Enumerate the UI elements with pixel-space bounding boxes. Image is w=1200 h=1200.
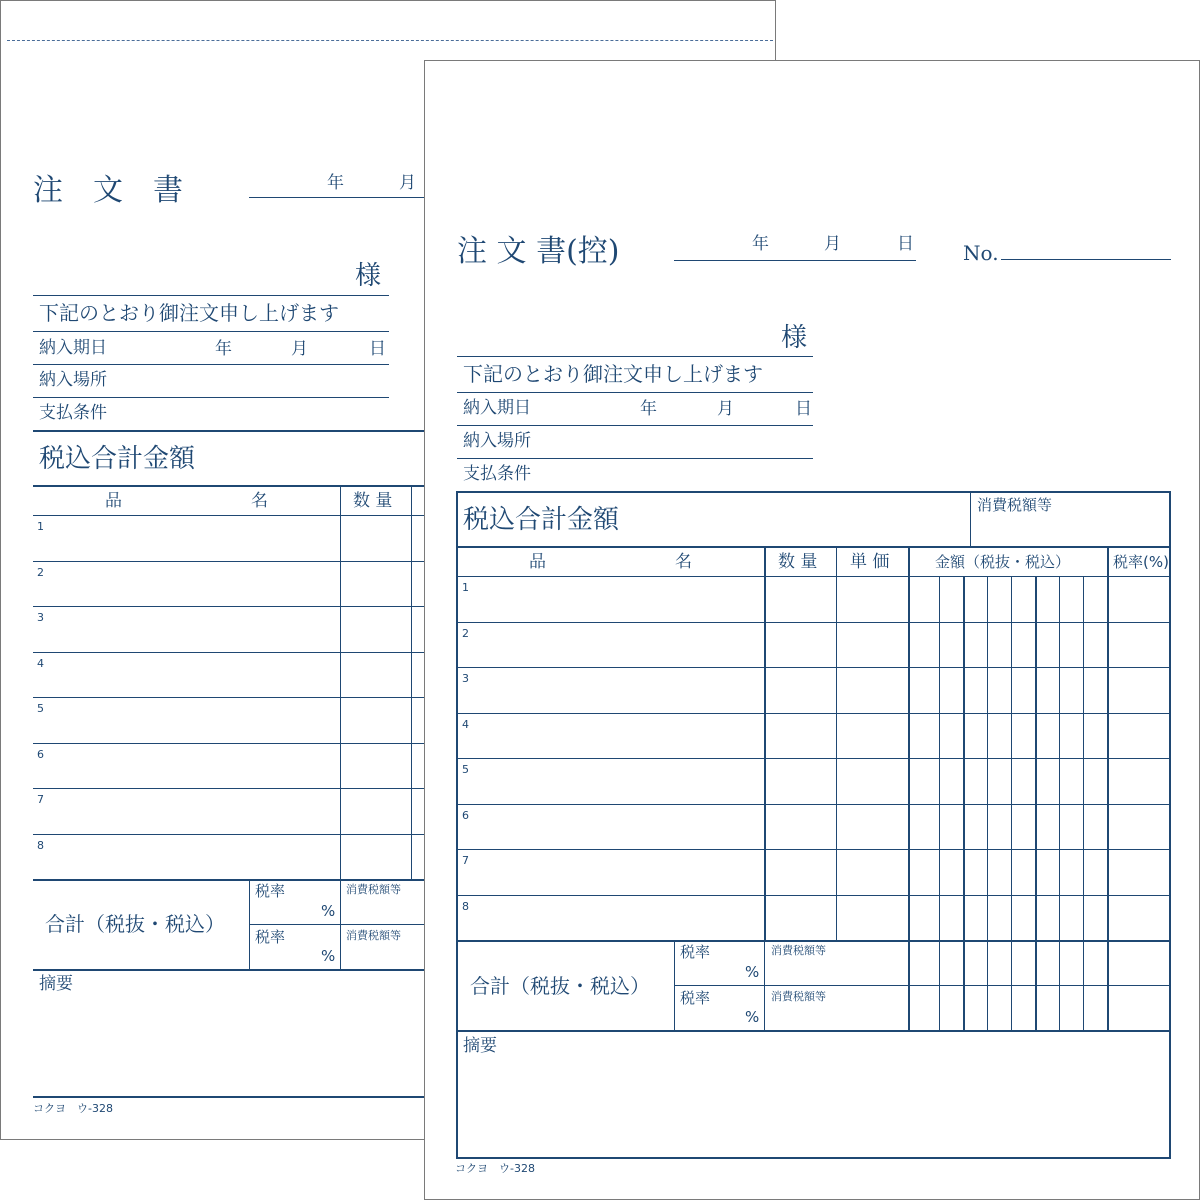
remarks-label: 摘要: [39, 974, 73, 994]
col-divider: [340, 486, 341, 970]
percent-sign: %: [321, 947, 336, 965]
consumption-tax-label: 消費税額等: [771, 990, 826, 1003]
rule: [457, 1030, 1170, 1032]
col-name: 名: [251, 491, 268, 511]
rule: [457, 425, 813, 426]
form-title: 注 文 書: [33, 173, 183, 208]
number-underline: [1001, 259, 1171, 260]
col-divider: [1107, 547, 1109, 1030]
payment-terms-label: 支払条件: [463, 464, 531, 484]
tax-rate-label: 税率: [255, 882, 286, 900]
delivery-date-label: 納入期日: [463, 398, 531, 418]
row-number: 3: [37, 611, 44, 624]
rule: [457, 622, 1170, 623]
year-label: 年: [752, 234, 769, 254]
footer-code: コクヨ ウ-328: [33, 1102, 113, 1115]
rule: [457, 667, 1170, 668]
sama-label: 様: [355, 261, 382, 291]
perforation-line: [7, 40, 773, 41]
day-label: 日: [897, 234, 914, 254]
tax-rate-label: 税率: [255, 928, 286, 946]
rule: [33, 331, 389, 332]
col-amount: 金額（税抜・税込）: [935, 553, 1071, 571]
rule: [457, 576, 1170, 577]
tax-rate-label: 税率: [680, 989, 711, 1007]
intro-text: 下記のとおり御注文申し上げます: [39, 301, 339, 325]
date-underline: [249, 197, 429, 198]
day-label: 日: [369, 339, 386, 359]
row-number: 2: [37, 566, 44, 579]
col-tax-rate: 税率(%): [1113, 553, 1169, 571]
delivery-place-label: 納入場所: [39, 370, 107, 390]
order-table-frame: [456, 491, 1171, 1159]
col-divider: [411, 486, 412, 880]
col-divider: [908, 547, 910, 1030]
tax-included-total-label: 税込合計金額: [463, 505, 620, 535]
col-unit-price: 単 価: [850, 552, 890, 572]
rule: [457, 546, 1170, 548]
rule: [674, 985, 1170, 986]
row-number: 2: [462, 627, 469, 640]
col-quantity: 数 量: [353, 491, 393, 511]
row-number: 4: [37, 657, 44, 670]
row-number: 8: [462, 900, 469, 913]
rule: [457, 713, 1170, 714]
year-label: 年: [215, 339, 232, 359]
month-label: 月: [824, 234, 841, 254]
rule: [457, 849, 1170, 850]
payment-terms-label: 支払条件: [39, 403, 107, 423]
number-label: No.: [963, 241, 999, 265]
month-label: 月: [399, 173, 416, 193]
month-label: 月: [717, 399, 734, 419]
date-underline: [674, 260, 916, 261]
tax-included-total-label: 税込合計金額: [39, 444, 196, 474]
form-title-copy: 注 文 書(控): [457, 234, 620, 269]
rule: [457, 458, 813, 459]
row-number: 5: [462, 763, 469, 776]
total-label: 合計（税抜・税込）: [470, 974, 650, 998]
row-number: 7: [462, 854, 469, 867]
rule: [33, 397, 389, 398]
row-number: 5: [37, 702, 44, 715]
total-label: 合計（税抜・税込）: [45, 912, 225, 936]
rule: [457, 895, 1170, 896]
year-label: 年: [327, 173, 344, 193]
consumption-tax-label: 消費税額等: [346, 929, 401, 942]
row-number: 3: [462, 672, 469, 685]
col-divider: [764, 547, 766, 941]
month-label: 月: [291, 339, 308, 359]
percent-sign: %: [321, 902, 336, 920]
rule: [33, 364, 389, 365]
row-number: 1: [462, 581, 469, 594]
percent-sign: %: [745, 963, 760, 981]
rule: [457, 356, 813, 357]
consumption-tax-label: 消費税額等: [346, 883, 401, 896]
row-number: 8: [37, 839, 44, 852]
intro-text: 下記のとおり御注文申し上げます: [463, 362, 763, 386]
sama-label: 様: [781, 323, 808, 353]
row-number: 1: [37, 520, 44, 533]
row-number: 7: [37, 793, 44, 806]
rule: [457, 804, 1170, 805]
col-divider: [970, 492, 971, 547]
col-divider: [836, 547, 837, 941]
percent-sign: %: [745, 1008, 760, 1026]
consumption-tax-label: 消費税額等: [977, 496, 1053, 514]
col-item: 品: [105, 491, 122, 511]
footer-code: コクヨ ウ-328: [455, 1162, 535, 1175]
row-number: 6: [462, 809, 469, 822]
day-label: 日: [795, 399, 812, 419]
delivery-date-label: 納入期日: [39, 338, 107, 358]
tax-rate-label: 税率: [680, 943, 711, 961]
consumption-tax-label: 消費税額等: [771, 944, 826, 957]
delivery-place-label: 納入場所: [463, 431, 531, 451]
remarks-label: 摘要: [463, 1036, 497, 1056]
rule: [457, 392, 813, 393]
rule: [457, 940, 1170, 942]
year-label: 年: [640, 399, 657, 419]
row-number: 4: [462, 718, 469, 731]
col-quantity: 数 量: [778, 552, 818, 572]
col-name: 名: [675, 552, 692, 572]
rule: [457, 758, 1170, 759]
order-form-copy-sheet: [424, 60, 1200, 1200]
col-divider: [249, 880, 250, 970]
col-item: 品: [529, 552, 546, 572]
row-number: 6: [37, 748, 44, 761]
rule: [33, 295, 389, 296]
